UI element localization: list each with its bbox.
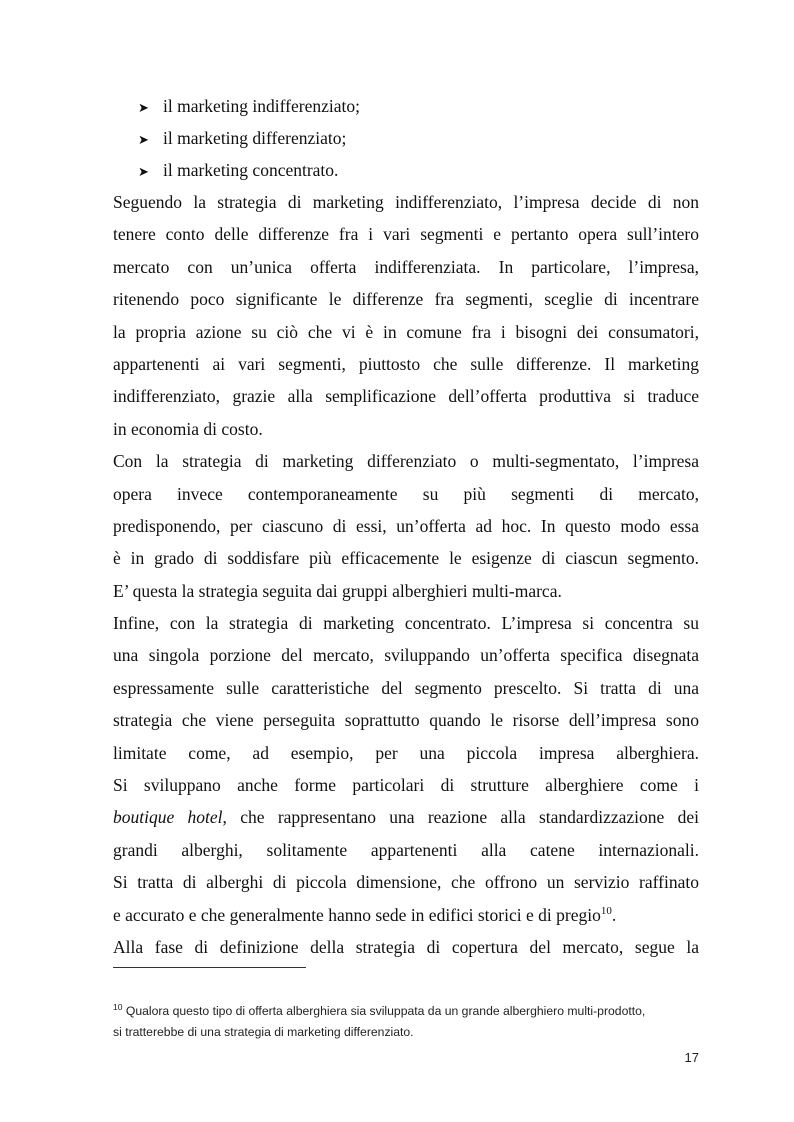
text-line: ritenendo poco significante le differenze fra segmenti, sceglie di incentrare: [113, 289, 699, 310]
text-line: limitate come, ad esempio, per una piccola impresa alberghiera.: [113, 742, 699, 763]
arrowhead-bullet-icon: ➤: [138, 100, 149, 115]
text-line: E’ questa la strategia seguita dai gruppi alberghieri multi-marca.: [113, 580, 562, 601]
footnote-separator: [113, 967, 306, 968]
bullet-text: il marketing indifferenziato;: [163, 96, 360, 116]
text-line: Seguendo la strategia di marketing indifferenziato, l’impresa decide di non: [113, 192, 699, 212]
text-fragment: .: [611, 904, 617, 925]
text-line-with-italic: [113, 801, 699, 833]
text-fragment: e accurato e che generalmente hanno sede in edifici storici e di pregio: [113, 904, 601, 925]
paragraph-indifferenziato: [113, 186, 699, 445]
paragraph-differenziato: [113, 445, 699, 607]
paragraph-copertura: [113, 931, 699, 963]
text-line: mercato con un’unica offerta indifferenziata. In particolare, l’impresa,: [113, 256, 699, 277]
text-line: predisponendo, per ciascuno di essi, un’offerta ad hoc. In questo modo essa: [113, 515, 699, 536]
bullet-text: il marketing differenziato;: [163, 128, 347, 148]
text-line: opera invece contemporaneamente su più segmenti di mercato,: [113, 483, 699, 504]
paragraph-concentrato: [113, 607, 699, 931]
footnote-text: Qualora questo tipo di offerta alberghiera sia sviluppata da un grande alberghiero multi-prodotto,: [122, 1004, 646, 1018]
arrowhead-bullet-icon: ➤: [138, 164, 149, 179]
text-line: in economia di costo.: [113, 418, 263, 439]
text-line: la propria azione su ciò che vi è in comune fra i bisogni dei consumatori,: [113, 321, 699, 342]
bullet-list: [113, 90, 699, 186]
list-item: [113, 90, 699, 122]
text-line: tenere conto delle differenze fra i vari segmenti e pertanto opera sull’intero: [113, 224, 699, 245]
bullet-text: il marketing concentrato.: [163, 160, 339, 180]
text-line: appartenenti ai vari segmenti, piuttosto che sulle differenze. Il marketing: [113, 353, 699, 374]
page-body: [113, 90, 699, 963]
footnote-line: [113, 1001, 703, 1022]
text-line: Alla fase di definizione della strategia di copertura del mercato, segue la: [113, 936, 699, 957]
text-line: Infine, con la strategia di marketing concentrato. L’impresa si concentra su: [113, 613, 699, 634]
text-line: grandi alberghi, solitamente appartenenti alla catene internazionali.: [113, 839, 699, 860]
page-number: 17: [684, 1050, 699, 1065]
list-item: [113, 122, 699, 154]
text-fragment: , che rappresentano una reazione alla standardizzazione dei: [222, 807, 699, 828]
footnote-reference[interactable]: 10: [600, 904, 612, 917]
text-line: è in grado di soddisfare più efficacemente le esigenze di ciascun segmento.: [113, 548, 699, 569]
text-line: Si sviluppano anche forme particolari di strutture alberghiere come i: [113, 775, 699, 796]
arrowhead-bullet-icon: ➤: [138, 132, 149, 147]
footnote-line: si tratterebbe di una strategia di marketing differenziato.: [113, 1025, 414, 1039]
footnote: [113, 1001, 703, 1043]
footnote-number: 10: [113, 1002, 123, 1012]
text-line: indifferenziato, grazie alla semplificazione dell’offerta produttiva si traduce: [113, 386, 699, 407]
text-line: Con la strategia di marketing differenziato o multi-segmentato, l’impresa: [113, 451, 699, 472]
italic-term: boutique hotel: [113, 807, 223, 828]
text-line: espressamente sulle caratteristiche del segmento prescelto. Si tratta di una: [113, 677, 699, 698]
text-line: una singola porzione del mercato, sviluppando un’offerta specifica disegnata: [113, 645, 699, 666]
text-line: strategia che viene perseguita soprattutto quando le risorse dell’impresa sono: [113, 710, 699, 731]
text-line-with-footnote: [113, 899, 699, 931]
text-line: Si tratta di alberghi di piccola dimensione, che offrono un servizio raffinato: [113, 872, 699, 893]
list-item: [113, 154, 699, 186]
